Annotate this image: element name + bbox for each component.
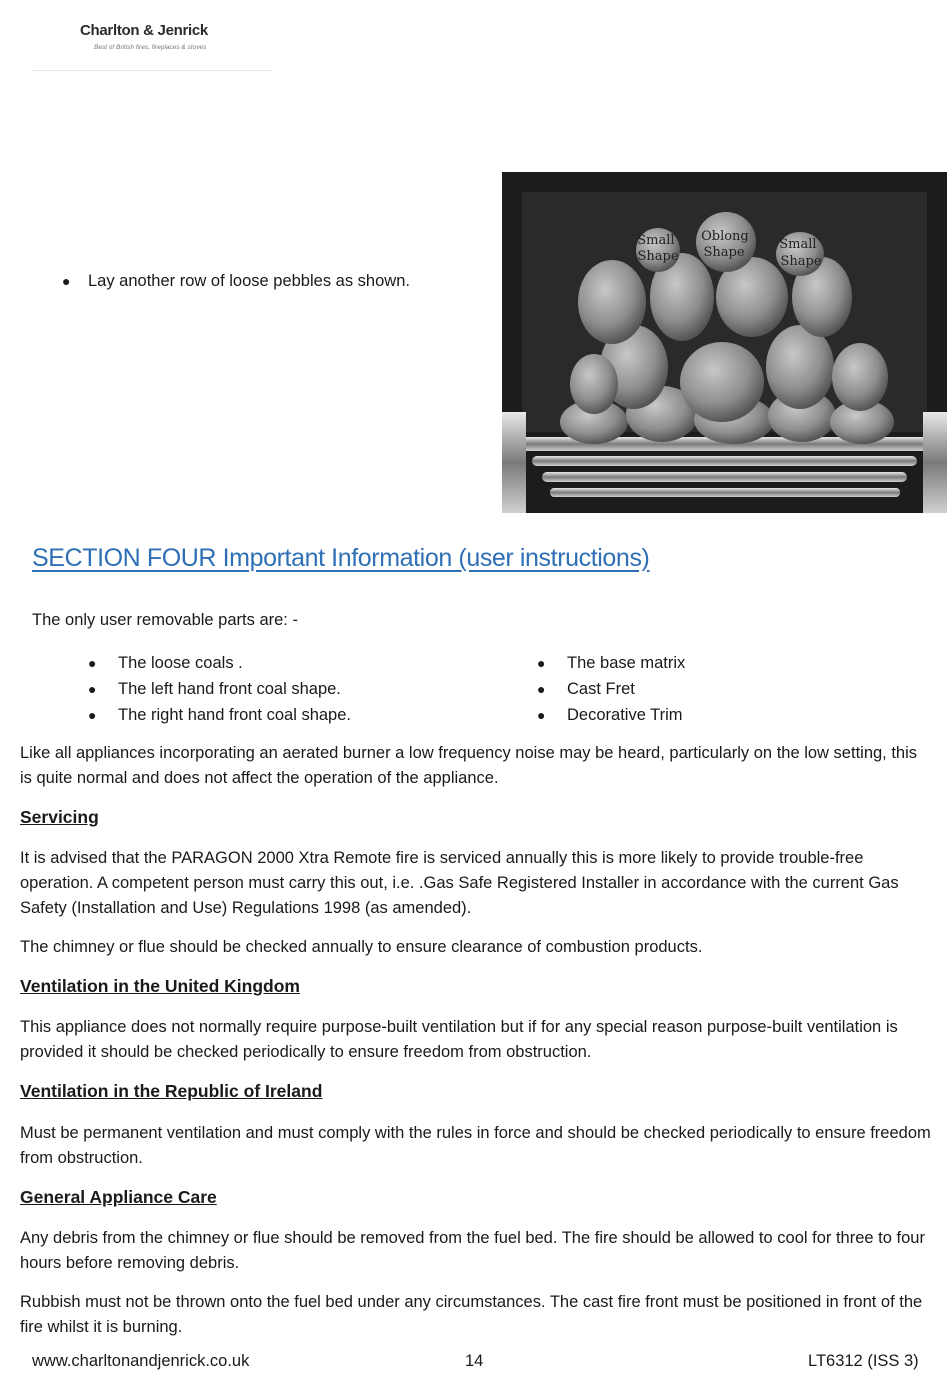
oblong-shape-label: Oblong Shape bbox=[701, 229, 749, 260]
removable-parts-list-left bbox=[88, 650, 351, 728]
list-item: ● Decorative Trim bbox=[537, 702, 685, 728]
debris-paragraph: Any debris from the chimney or flue should be removed from the fuel bed. The fire should be allowed to cool for three to four hours before removing debris. bbox=[20, 1229, 925, 1272]
list-item: ● The loose coals . bbox=[88, 650, 351, 676]
bullet-icon: ● bbox=[88, 655, 97, 671]
removable-parts-intro: The only user removable parts are: - bbox=[32, 611, 298, 629]
brand-logo bbox=[32, 14, 272, 71]
brand-tagline: Best of British fires, fireplaces & stoves bbox=[94, 44, 207, 51]
noise-paragraph: Like all appliances incorporating an aerated burner a low frequency noise may be heard, particularly on the low setting, this is quite normal and does not affect the operation of the appliance. bbox=[20, 744, 918, 787]
pebble-instruction bbox=[62, 272, 410, 291]
ventilation-ireland-paragraph: Must be permanent ventilation and must comply with the rules in force and should be checked periodically to ensure freedom from obstruction. bbox=[20, 1124, 931, 1167]
servicing-heading: Servicing bbox=[20, 807, 99, 827]
chimney-paragraph: The chimney or flue should be checked annually to ensure clearance of combustion products. bbox=[20, 938, 703, 956]
bullet-icon: ● bbox=[537, 707, 546, 723]
bullet-icon: ● bbox=[537, 655, 546, 671]
footer-page-number: 14 bbox=[465, 1352, 484, 1370]
bullet-icon: ● bbox=[88, 707, 97, 723]
footer-website: www.charltonandjenrick.co.uk bbox=[32, 1352, 250, 1370]
bullet-icon: ● bbox=[62, 273, 71, 289]
small-shape-label-left: Small Shape bbox=[637, 233, 679, 264]
small-shape-label-right: Small Shape bbox=[779, 237, 822, 269]
servicing-paragraph: It is advised that the PARAGON 2000 Xtra Remote fire is serviced annually this is more likely to provide trouble-free operation. A competent person must carry this out, i.e. .Gas Safe Registered Installer in accordance with the current Gas Safety (Installation and Use) Regulations 1998 (as amended). bbox=[20, 849, 899, 917]
brand-name: Charlton & Jenrick bbox=[80, 22, 208, 39]
ventilation-uk-paragraph: This appliance does not normally require purpose-built ventilation but if for any special reason purpose-built ventilation is provided it should be checked periodically to ensure freedom from obstruction. bbox=[20, 1018, 898, 1061]
pebble-instruction-text: Lay another row of loose pebbles as shown. bbox=[88, 272, 410, 290]
ventilation-ireland-heading: Ventilation in the Republic of Ireland bbox=[20, 1081, 323, 1101]
fuel-bed-illustration bbox=[502, 172, 947, 513]
section-four-title: SECTION FOUR Important Information (user instructions) bbox=[32, 544, 650, 572]
footer-document-ref: LT6312 (ISS 3) bbox=[808, 1352, 919, 1370]
list-item: ● Cast Fret bbox=[537, 676, 685, 702]
fuel-bed-photo bbox=[502, 172, 947, 513]
list-item: ● The base matrix bbox=[537, 650, 685, 676]
ventilation-uk-heading: Ventilation in the United Kingdom bbox=[20, 976, 300, 996]
list-item: ● The right hand front coal shape. bbox=[88, 702, 351, 728]
list-item: ● The left hand front coal shape. bbox=[88, 676, 351, 702]
bullet-icon: ● bbox=[537, 681, 546, 697]
removable-parts-list-right bbox=[537, 650, 685, 728]
appliance-care-heading: General Appliance Care bbox=[20, 1187, 217, 1207]
bullet-icon: ● bbox=[88, 681, 97, 697]
rubbish-paragraph: Rubbish must not be thrown onto the fuel bed under any circumstances. The cast fire front must be positioned in front of the fire whilst it is burning. bbox=[20, 1293, 923, 1336]
